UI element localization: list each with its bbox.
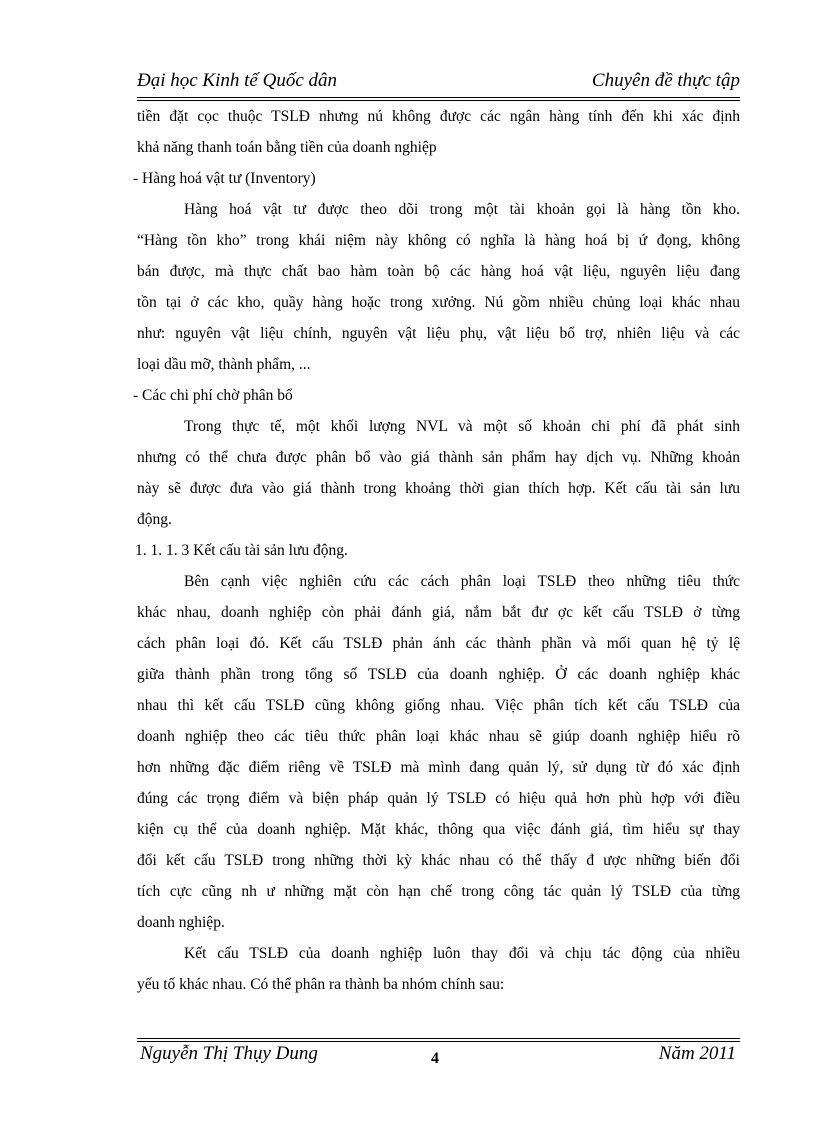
text-line: này sẽ được đưa vào giá thành trong khoảng thời gian thích hợp. Kết cấu tài sản lưu [137,480,740,497]
text-line: tiền đặt cọc thuộc TSLĐ nhưng nú không được các ngân hàng tính đến khi xác định [137,108,740,125]
page-header [137,70,740,96]
text-line: khả năng thanh toán bằng tiền của doanh nghiệp [137,139,437,156]
text-line: - Hàng hoá vật tư (Inventory) [133,170,316,187]
header-rule [137,97,740,98]
text-line: Kết cấu TSLĐ của doanh nghiệp luôn thay đổi và chịu tác động của nhiều [184,945,740,962]
text-line: yếu tố khác nhau. Có thể phân ra thành ba nhóm chính sau: [137,976,505,993]
footer-rule-thin [137,1038,740,1039]
text-line: nhưng có thể chưa được phân bổ vào giá thành sản phẩm hay dịch vụ. Những khoản [137,449,740,466]
header-rule-thin [137,100,740,101]
footer-rule [137,1041,740,1042]
text-line: Bên cạnh việc nghiên cứu các cách phân loại TSLĐ theo những tiêu thức [184,573,740,590]
text-line: loại dầu mỡ, thành phẩm, ... [137,356,311,373]
text-line: kiện cụ thể của doanh nghiệp. Mặt khác, thông qua việc đánh giá, tìm hiểu sự thay [137,821,740,838]
header-report-type: Chuyên đề thực tập [591,70,740,91]
text-line: bán được, mà thực chất bao hàm toàn bộ các hàng hoá vật liệu, nguyên liệu đang [137,263,740,280]
text-line: hơn những đặc điểm riêng về TSLĐ mà mình đang quản lý, sử dụng từ đó xác định [137,759,740,776]
text-line: khác nhau, doanh nghiệp còn phải đánh giá, nắm bắt đư ợc kết cấu TSLĐ ở từng [137,604,740,621]
header-university: Đại học Kinh tế Quốc dân [137,70,338,91]
text-line: nhau thì kết cấu TSLĐ cũng không giống nhau. Việc phân tích kết cấu TSLĐ của [137,697,740,714]
page-number: 4 [431,1050,439,1067]
text-line: đổi kết cấu TSLĐ trong những thời kỳ khác nhau có thể thấy đ ược những biến đổi [137,852,740,869]
text-line: tích cực cũng nh ư những mặt còn hạn chế trong công tác quản lý TSLĐ của từng [137,883,740,900]
section-heading: 1. 1. 1. 3 Kết cấu tài sản lưu động. [135,542,348,559]
text-line: giữa thành phần trong tổng số TSLĐ của doanh nghiệp. Ở các doanh nghiệp khác [137,666,740,683]
text-line: doanh nghiệp. [137,914,225,931]
text-line: - Các chi phí chờ phân bổ [133,387,293,404]
text-line: động. [137,511,172,528]
text-line: đúng các trọng điểm và biện pháp quản lý TSLĐ có hiệu quả hơn phù hợp với điều [137,790,740,807]
text-line: doanh nghiệp theo các tiêu thức phân loại khác nhau sẽ giúp doanh nghiệp hiểu rõ [137,728,740,745]
footer-year: Năm 2011 [658,1043,736,1064]
text-line: tồn tại ở các kho, quầy hàng hoặc trong xưởng. Nú gồm nhiều chủng loại khác nhau [137,294,740,311]
text-line: Hàng hoá vật tư được theo dõi trong một tài khoản gọi là hàng tồn kho. [184,201,740,218]
text-line: cách phân loại đó. Kết cấu TSLĐ phản ánh các thành phần và mối quan hệ tỷ lệ [137,635,740,652]
text-line: Trong thực tế, một khối lượng NVL và một số khoản chi phí đã phát sinh [184,418,740,435]
text-line: như: nguyên vật liệu chính, nguyên vật liệu phụ, vật liệu bổ trợ, nhiên liệu và các [137,325,740,342]
footer-author: Nguyễn Thị Thụy Dung [140,1043,318,1064]
text-line: “Hàng tồn kho” trong khái niệm này không có nghĩa là hàng hoá bị ứ đọng, không [137,232,740,249]
